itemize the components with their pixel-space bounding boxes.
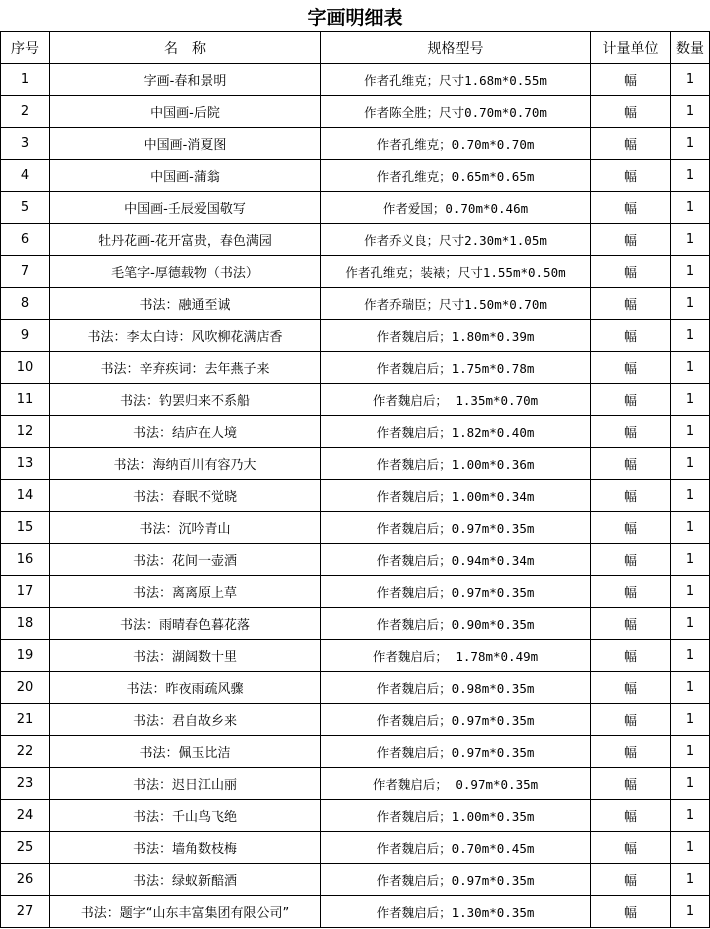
cell-name[interactable]: 书法：离离原上草	[50, 576, 321, 608]
cell-spec[interactable]: 作者魏启后； 1.78m*0.49m	[321, 640, 591, 672]
table-row	[1, 736, 710, 768]
cell-no[interactable]: 20	[1, 672, 50, 704]
cell-spec[interactable]: 作者魏启后；0.90m*0.35m	[321, 608, 591, 640]
cell-unit[interactable]: 幅	[591, 832, 671, 864]
header-spec[interactable]: 规格型号	[321, 32, 591, 64]
table-row	[1, 672, 710, 704]
cell-unit[interactable]: 幅	[591, 672, 671, 704]
cell-spec[interactable]: 作者爱国；0.70m*0.46m	[321, 192, 591, 224]
cell-qty[interactable]: 1	[671, 352, 710, 384]
cell-name[interactable]: 书法：海纳百川有容乃大	[50, 448, 321, 480]
cell-unit[interactable]: 幅	[591, 896, 671, 928]
table-row	[1, 544, 710, 576]
cell-qty[interactable]: 1	[671, 512, 710, 544]
cell-qty[interactable]: 1	[671, 832, 710, 864]
cell-name[interactable]: 书法：君自故乡来	[50, 704, 321, 736]
cell-unit[interactable]: 幅	[591, 224, 671, 256]
cell-qty[interactable]: 1	[671, 128, 710, 160]
table-row	[1, 416, 710, 448]
cell-no[interactable]: 19	[1, 640, 50, 672]
cell-name[interactable]: 书法：辛弃疾词：去年燕子来	[50, 352, 321, 384]
cell-spec[interactable]: 作者魏启后；0.98m*0.35m	[321, 672, 591, 704]
cell-unit[interactable]: 幅	[591, 192, 671, 224]
cell-unit[interactable]: 幅	[591, 768, 671, 800]
cell-no[interactable]: 23	[1, 768, 50, 800]
table-row	[1, 864, 710, 896]
cell-unit[interactable]: 幅	[591, 384, 671, 416]
cell-name[interactable]: 书法：迟日江山丽	[50, 768, 321, 800]
cell-spec[interactable]: 作者魏启后；0.97m*0.35m	[321, 704, 591, 736]
cell-name[interactable]: 字画-春和景明	[50, 64, 321, 96]
cell-name[interactable]: 中国画-后院	[50, 96, 321, 128]
cell-name[interactable]: 毛笔字-厚德载物（书法）	[50, 256, 321, 288]
cell-name[interactable]: 中国画-消夏图	[50, 128, 321, 160]
table-row	[1, 576, 710, 608]
cell-name[interactable]: 书法：墙角数枝梅	[50, 832, 321, 864]
cell-spec[interactable]: 作者孔维克；装裱；尺寸1.55m*0.50m	[321, 256, 591, 288]
table-row	[1, 448, 710, 480]
table-row	[1, 160, 710, 192]
cell-name[interactable]: 书法：钓罢归来不系船	[50, 384, 321, 416]
cell-unit[interactable]: 幅	[591, 64, 671, 96]
header-unit[interactable]: 计量单位	[591, 32, 671, 64]
table-row	[1, 256, 710, 288]
cell-qty[interactable]: 1	[671, 480, 710, 512]
cell-unit[interactable]: 幅	[591, 96, 671, 128]
header-no[interactable]: 序号	[1, 32, 50, 64]
cell-spec[interactable]: 作者孔维克；尺寸1.68m*0.55m	[321, 64, 591, 96]
cell-qty[interactable]: 1	[671, 640, 710, 672]
cell-qty[interactable]: 1	[671, 320, 710, 352]
cell-qty[interactable]: 1	[671, 224, 710, 256]
cell-no[interactable]: 18	[1, 608, 50, 640]
table-title[interactable]: 字画明细表	[1, 2, 710, 32]
table-row	[1, 96, 710, 128]
cell-qty[interactable]: 1	[671, 608, 710, 640]
cell-qty[interactable]: 1	[671, 672, 710, 704]
table-row	[1, 896, 710, 928]
header-row	[1, 32, 710, 64]
cell-no[interactable]: 12	[1, 416, 50, 448]
cell-name[interactable]: 书法：绿蚁新醅酒	[50, 864, 321, 896]
cell-qty[interactable]: 1	[671, 800, 710, 832]
cell-qty[interactable]: 1	[671, 288, 710, 320]
cell-qty[interactable]: 1	[671, 96, 710, 128]
artwork-table	[0, 2, 710, 928]
cell-unit[interactable]: 幅	[591, 640, 671, 672]
table-row	[1, 480, 710, 512]
table-row	[1, 608, 710, 640]
cell-qty[interactable]: 1	[671, 160, 710, 192]
cell-unit[interactable]: 幅	[591, 352, 671, 384]
cell-qty[interactable]: 1	[671, 416, 710, 448]
cell-qty[interactable]: 1	[671, 896, 710, 928]
table-row	[1, 512, 710, 544]
cell-spec[interactable]: 作者魏启后；0.70m*0.45m	[321, 832, 591, 864]
cell-no[interactable]: 11	[1, 384, 50, 416]
cell-no[interactable]: 27	[1, 896, 50, 928]
cell-no[interactable]: 9	[1, 320, 50, 352]
cell-no[interactable]: 14	[1, 480, 50, 512]
cell-no[interactable]: 2	[1, 96, 50, 128]
cell-no[interactable]: 3	[1, 128, 50, 160]
cell-spec[interactable]: 作者魏启后；1.00m*0.35m	[321, 800, 591, 832]
title-row	[1, 2, 710, 32]
cell-qty[interactable]: 1	[671, 736, 710, 768]
cell-qty[interactable]: 1	[671, 544, 710, 576]
cell-no[interactable]: 15	[1, 512, 50, 544]
cell-no[interactable]: 26	[1, 864, 50, 896]
table-row	[1, 704, 710, 736]
cell-spec[interactable]: 作者魏启后；1.00m*0.34m	[321, 480, 591, 512]
cell-spec[interactable]: 作者魏启后； 1.35m*0.70m	[321, 384, 591, 416]
table-row	[1, 224, 710, 256]
cell-unit[interactable]: 幅	[591, 448, 671, 480]
cell-name[interactable]: 书法：春眠不觉晓	[50, 480, 321, 512]
cell-unit[interactable]: 幅	[591, 480, 671, 512]
cell-no[interactable]: 22	[1, 736, 50, 768]
cell-qty[interactable]: 1	[671, 576, 710, 608]
cell-name[interactable]: 书法：千山鸟飞绝	[50, 800, 321, 832]
cell-unit[interactable]: 幅	[591, 128, 671, 160]
table-row	[1, 64, 710, 96]
cell-qty[interactable]: 1	[671, 704, 710, 736]
cell-spec[interactable]: 作者陈全胜；尺寸0.70m*0.70m	[321, 96, 591, 128]
cell-name[interactable]: 书法：雨晴春色暮花落	[50, 608, 321, 640]
cell-name[interactable]: 牡丹花画-花开富贵，春色满园	[50, 224, 321, 256]
cell-no[interactable]: 4	[1, 160, 50, 192]
table-row	[1, 832, 710, 864]
cell-no[interactable]: 24	[1, 800, 50, 832]
cell-spec[interactable]: 作者魏启后；1.82m*0.40m	[321, 416, 591, 448]
cell-name[interactable]: 中国画-蒲翁	[50, 160, 321, 192]
cell-spec[interactable]: 作者孔维克；0.70m*0.70m	[321, 128, 591, 160]
cell-unit[interactable]: 幅	[591, 544, 671, 576]
cell-spec[interactable]: 作者魏启后；1.80m*0.39m	[321, 320, 591, 352]
cell-unit[interactable]: 幅	[591, 320, 671, 352]
cell-name[interactable]: 书法：沉吟青山	[50, 512, 321, 544]
cell-no[interactable]: 8	[1, 288, 50, 320]
cell-no[interactable]: 10	[1, 352, 50, 384]
cell-spec[interactable]: 作者魏启后；0.97m*0.35m	[321, 736, 591, 768]
table-row	[1, 800, 710, 832]
cell-qty[interactable]: 1	[671, 384, 710, 416]
cell-spec[interactable]: 作者魏启后；0.97m*0.35m	[321, 576, 591, 608]
cell-name[interactable]: 书法：昨夜雨疏风骤	[50, 672, 321, 704]
cell-qty[interactable]: 1	[671, 768, 710, 800]
table-row	[1, 352, 710, 384]
cell-qty[interactable]: 1	[671, 64, 710, 96]
cell-unit[interactable]: 幅	[591, 512, 671, 544]
cell-spec[interactable]: 作者乔瑞臣；尺寸1.50m*0.70m	[321, 288, 591, 320]
cell-qty[interactable]: 1	[671, 864, 710, 896]
header-name[interactable]: 名 称	[50, 32, 321, 64]
table-row	[1, 640, 710, 672]
cell-no[interactable]: 13	[1, 448, 50, 480]
cell-unit[interactable]: 幅	[591, 704, 671, 736]
cell-name[interactable]: 书法：融通至诚	[50, 288, 321, 320]
cell-unit[interactable]: 幅	[591, 608, 671, 640]
cell-qty[interactable]: 1	[671, 192, 710, 224]
cell-spec[interactable]: 作者魏启后；0.94m*0.34m	[321, 544, 591, 576]
cell-name[interactable]: 书法：题字“山东丰富集团有限公司”	[50, 896, 321, 928]
cell-no[interactable]: 25	[1, 832, 50, 864]
table-row	[1, 128, 710, 160]
cell-qty[interactable]: 1	[671, 448, 710, 480]
cell-unit[interactable]: 幅	[591, 256, 671, 288]
cell-spec[interactable]: 作者魏启后；1.75m*0.78m	[321, 352, 591, 384]
table-row	[1, 288, 710, 320]
table-row	[1, 384, 710, 416]
cell-spec[interactable]: 作者魏启后；1.30m*0.35m	[321, 896, 591, 928]
cell-spec[interactable]: 作者乔义良；尺寸2.30m*1.05m	[321, 224, 591, 256]
table-row	[1, 192, 710, 224]
cell-name[interactable]: 书法：结庐在人境	[50, 416, 321, 448]
cell-name[interactable]: 书法：湖阔数十里	[50, 640, 321, 672]
cell-spec[interactable]: 作者魏启后；0.97m*0.35m	[321, 864, 591, 896]
cell-no[interactable]: 6	[1, 224, 50, 256]
cell-no[interactable]: 17	[1, 576, 50, 608]
cell-spec[interactable]: 作者魏启后；0.97m*0.35m	[321, 512, 591, 544]
cell-qty[interactable]: 1	[671, 256, 710, 288]
cell-unit[interactable]: 幅	[591, 800, 671, 832]
cell-name[interactable]: 书法：佩玉比洁	[50, 736, 321, 768]
header-qty[interactable]: 数量	[671, 32, 710, 64]
cell-name[interactable]: 书法：李太白诗：风吹柳花满店香	[50, 320, 321, 352]
cell-no[interactable]: 5	[1, 192, 50, 224]
cell-no[interactable]: 21	[1, 704, 50, 736]
cell-spec[interactable]: 作者魏启后；1.00m*0.36m	[321, 448, 591, 480]
cell-spec[interactable]: 作者孔维克；0.65m*0.65m	[321, 160, 591, 192]
cell-unit[interactable]: 幅	[591, 736, 671, 768]
cell-unit[interactable]: 幅	[591, 576, 671, 608]
table-row	[1, 320, 710, 352]
cell-no[interactable]: 16	[1, 544, 50, 576]
cell-no[interactable]: 7	[1, 256, 50, 288]
cell-unit[interactable]: 幅	[591, 160, 671, 192]
cell-unit[interactable]: 幅	[591, 864, 671, 896]
cell-unit[interactable]: 幅	[591, 416, 671, 448]
cell-spec[interactable]: 作者魏启后； 0.97m*0.35m	[321, 768, 591, 800]
cell-name[interactable]: 书法：花间一壶酒	[50, 544, 321, 576]
cell-no[interactable]: 1	[1, 64, 50, 96]
cell-name[interactable]: 中国画-壬辰爱国敬写	[50, 192, 321, 224]
table-row	[1, 768, 710, 800]
cell-unit[interactable]: 幅	[591, 288, 671, 320]
